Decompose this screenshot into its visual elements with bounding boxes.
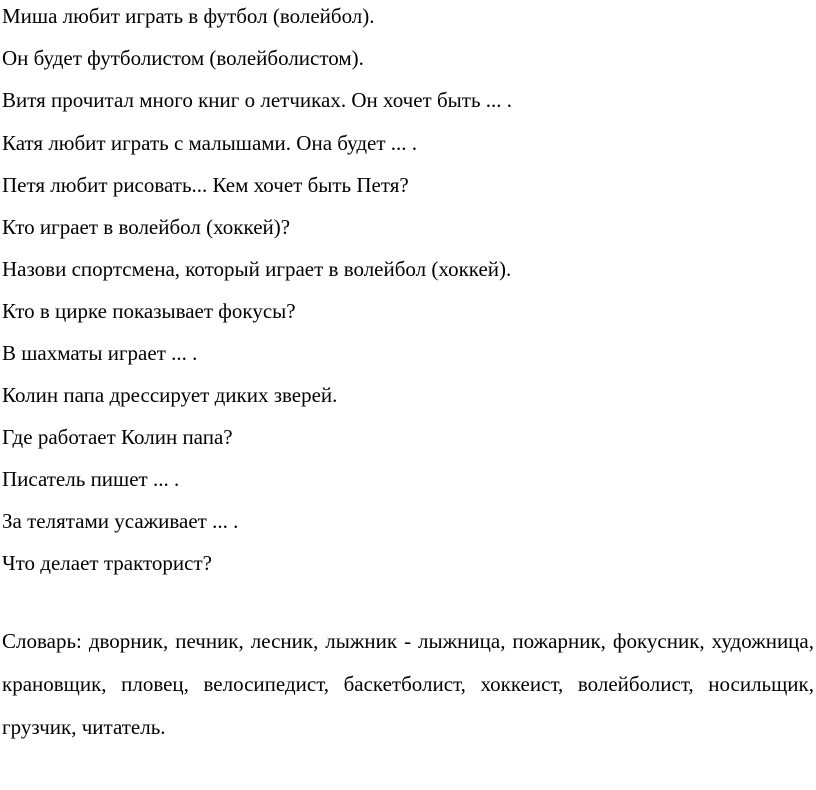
text-line-11: Где работает Колин папа? [2, 425, 233, 449]
text-line-10: Колин папа дрессирует диких зверей. [2, 383, 338, 407]
vocabulary-paragraph: Словарь: дворник, печник, лесник, лыжник - лыжница, пожарник, фокусник, художница, крановщик, пловец, велосипедист, баскетболист, хоккеист, волейболист, носильщик, грузчик, читатель. [2, 629, 814, 739]
text-line-1: Миша любит играть в футбол (волейбол). [2, 4, 375, 28]
text-line-14: Что делает тракторист? [2, 551, 212, 575]
text-line-7: Назови спортсмена, который играет в волейбол (хоккей). [2, 257, 512, 281]
text-line-5: Петя любит рисовать... Кем хочет быть Петя? [2, 173, 409, 197]
text-line-6: Кто играет в волейбол (хоккей)? [2, 215, 291, 239]
text-line-13: За телятами усаживает ... . [2, 509, 239, 533]
text-line-2: Он будет футболистом (волейболистом). [2, 46, 364, 70]
text-line-9: В шахматы играет ... . [2, 341, 198, 365]
text-line-8: Кто в цирке показывает фокусы? [2, 299, 296, 323]
text-line-3: Витя прочитал много книг о летчиках. Он хочет быть ... . [2, 88, 513, 112]
text-line-12: Писатель пишет ... . [2, 467, 180, 491]
text-line-4: Катя любит играть с малышами. Она будет ... . [2, 131, 418, 155]
